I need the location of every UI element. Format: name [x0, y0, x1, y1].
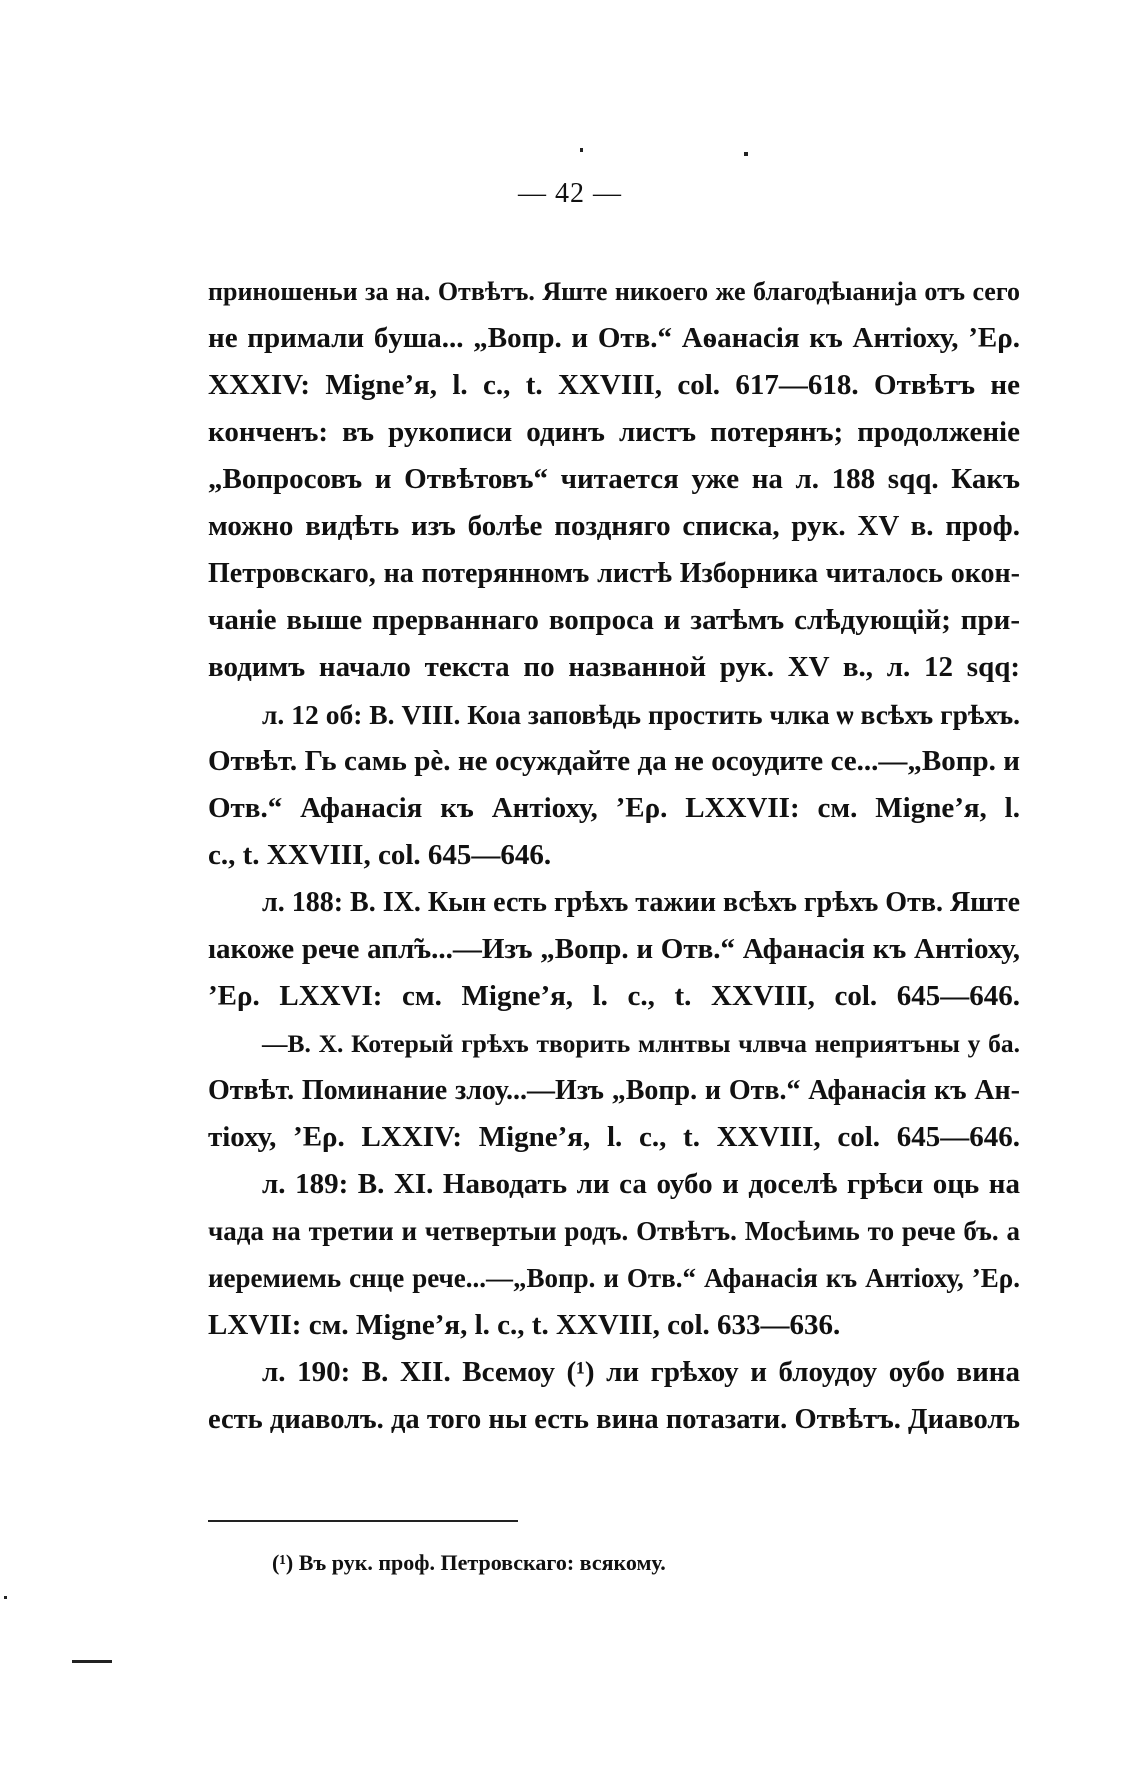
text-line: Петровскаго, на потерянномъ листѣ Изборника читалось окон- [208, 558, 1020, 589]
text-line: л. 189: В. XI. Наводать ли са оубо и доселѣ грѣси оць на [262, 1168, 1020, 1200]
text-line: —В. X. Котерый грѣхъ творить млнтвы члвча неприятъны у ба. [262, 1029, 1020, 1058]
speck [4, 1596, 7, 1599]
text-line: л. 12 об: В. VIII. Коıа заповѣдь простить члка ѡ всѣхъ грѣхъ. [262, 699, 1020, 730]
footnote: (¹) Въ рук. проф. Петровскаго: всякому. [272, 1550, 666, 1575]
text-line: Отвѣт. Поминание злоу...—Изъ „Вопр. и Отв.“ Афанасія къ Ан- [208, 1075, 1020, 1106]
footnote-rule [208, 1520, 518, 1522]
text-line: Отвѣт. Гь самь рѐ. не осуждайте да не осоудите се...—„Вопр. и [208, 745, 1020, 777]
text-line: ’Ερ. LXXVI: см. Migne’я, l. c., t. XXVIII, col. 645—646. [208, 980, 1020, 1012]
text-line: „Вопросовъ и Отвѣтовъ“ читается уже на л. 188 sqq. Какъ [208, 463, 1020, 495]
text-line: л. 190: В. XII. Всемоу (¹) ли грѣхоу и блоудоу оубо вина [262, 1356, 1020, 1388]
text-line: не примали бyша... „Вопр. и Отв.“ Аѳанасія къ Антіоху, ’Ερ. [208, 322, 1020, 354]
margin-dash [72, 1660, 112, 1663]
text-line: XXXIV: Migne’я, l. c., t. XXVIII, col. 617—618. Отвѣтъ не [208, 369, 1020, 401]
text-line: LXVII: см. Migne’я, l. c., t. XXVIII, col. 633—636. [208, 1309, 841, 1341]
text-line: иеремиемь снце рече...—„Вопр. и Отв.“ Афанасія къ Антіоху, ’Ερ. [208, 1263, 1020, 1293]
speck [744, 152, 748, 156]
text-line: есть диаволъ. да того ны есть вина потазати. Отвѣтъ. Диаволъ [208, 1404, 1020, 1435]
text-line: тіоху, ’Ερ. LXXIV: Migne’я, l. c., t. XXVIII, col. 645—646. [208, 1121, 1020, 1153]
text-line: водимъ начало текста по названной рук. XV в., л. 12 sqq: [208, 651, 1020, 683]
text-line: приношеньи за на. Отвѣтъ. Яште никоего же благодѣıанија отъ сего [208, 277, 1020, 306]
text-line: чаніе выше прерваннаго вопроса и затѣмъ слѣдующій; при- [208, 604, 1020, 636]
text-line: ıакоже рече апл̃ъ...—Изъ „Вопр. и Отв.“ Афанасія къ Антіоху, [208, 933, 1020, 965]
text-line: c., t. XXVIII, col. 645—646. [208, 839, 552, 871]
body-text [208, 268, 1020, 1443]
page-number: — 42 — [518, 178, 622, 209]
text-line: Отв.“ Афанасія къ Антіоху, ’Ερ. LXXVII: см. Migne’я, l. [208, 792, 1020, 824]
speck [580, 148, 583, 152]
text-line: конченъ: въ рукописи одинъ листъ потерянъ; продолженіе [208, 416, 1020, 448]
text-line: чада на третии и четвертыи родъ. Отвѣтъ. Мосѣимь то рече бъ. а [208, 1216, 1020, 1246]
text-line: можно видѣть изъ болѣе поздняго списка, рук. XV в. проф. [208, 510, 1020, 542]
text-line: л. 188: В. IX. Кын есть грѣхъ тажии всѣхъ грѣхъ Отв. Яште [262, 887, 1020, 918]
